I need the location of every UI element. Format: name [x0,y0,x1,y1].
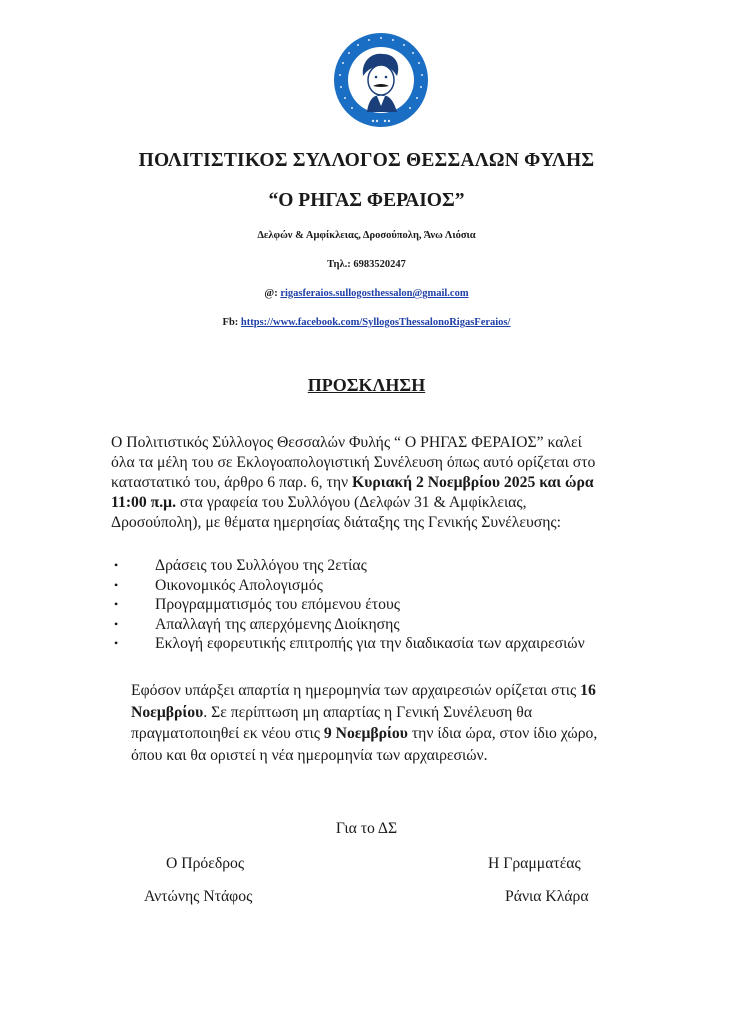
paragraph-text: . Σε περίπτωση μη απαρτίας η Γενική Συνέλευση θα [203,703,533,721]
portrait-emblem-icon [333,32,429,128]
phone-label: Τηλ.: [327,259,351,270]
organization-name: ΠΟΛΙΤΙΣΤΙΚΟΣ ΣΥΛΛΟΓΟΣ ΘΕΣΣΑΛΩΝ ΦΥΛΗΣ [138,150,595,171]
election-month: Νοεμβρίου [131,703,204,721]
email-label: @: [264,288,278,299]
paragraph-text: Εφόσον υπάρξει απαρτία η ημερομηνία των αρχαιρεσιών ορίζεται στις [131,682,581,699]
election-day: 16 [580,682,596,699]
facebook-link[interactable]: https://www.facebook.com/SyllogosThessalonoRigasFeraios/ [240,317,511,328]
paragraph-text: καταστατικό του, άρθρο 6 παρ. 6, την [111,474,353,491]
paragraph-text: την ίδια ώρα, στον ίδιο χώρο, [407,725,598,742]
meeting-time: 11:00 π.μ. [111,494,176,511]
agenda-list [111,556,585,654]
paragraph-line: όπου και θα οριστεί η νέα ημερομηνία των αρχαιρεσιών. [131,746,488,764]
repeat-meeting-date: 9 Νοεμβρίου [323,725,408,742]
paragraph-text: στα γραφεία του Συλλόγου (Δελφών 31 & Αμφίκλειας, [176,494,527,511]
secretary-role: Η Γραμματέας [488,855,581,872]
document-title: ΠΡΟΣΚΛΗΣΗ [307,375,426,395]
phone-number: 6983520247 [353,259,406,270]
paragraph-text: πραγματοποιηθεί εκ νέου στις [131,725,324,742]
paragraph-line [111,473,641,493]
agenda-item [111,576,585,596]
bullet-icon: • [114,577,119,592]
president-role: Ο Πρόεδρος [166,855,245,872]
paragraph-line [111,493,641,513]
paragraph-line: Ο Πολιτιστικός Σύλλογος Θεσσαλών Φυλής “ Ο ΡΗΓΑΣ ΦΕΡΑΙΟΣ” καλεί [111,434,582,451]
address: Δελφών & Αμφίκλειας, Δροσούπολη, Άνω Λιόσια [257,230,476,241]
bullet-icon: • [114,636,119,650]
paragraph-line: όλα τα μέλη του σε Εκλογοαπολογιστική Συνέλευση όπως αυτό ορίζεται στο [111,454,596,471]
bullet-icon: • [114,558,119,572]
paragraph-line [131,680,651,702]
agenda-item [111,595,585,615]
agenda-item [111,556,585,576]
phone-line [0,259,733,270]
facebook-label: Fb: [222,317,239,328]
bullet-icon: • [114,597,119,611]
secretary-name: Ράνια Κλάρα [505,888,589,905]
association-logo [333,32,429,128]
paragraph-line [131,702,651,724]
organization-subtitle: “Ο ΡΗΓΑΣ ΦΕΡΑΙΟΣ” [268,190,465,211]
agenda-item [111,615,585,635]
agenda-item-text: Δράσεις του Συλλόγου της 2ετίας [155,557,367,574]
meeting-date: Κυριακή 2 Νοεμβρίου 2025 και ώρα [352,474,594,491]
paragraph-line: Δροσούπολη), με θέματα ημερησίας διάταξης της Γενικής Συνέλευσης: [111,514,562,531]
agenda-item-text: Προγραμματισμός του επόμενου έτους [155,596,400,613]
bullet-icon: • [114,616,119,631]
invitation-paragraph [111,433,641,533]
email-line [0,288,733,299]
facebook-line [0,317,733,328]
agenda-item-text: Εκλογή εφορευτικής επιτροπής για την διαδικασία των αρχαιρεσιών [155,635,585,652]
agenda-item-text: Απαλλαγή της απερχόμενης Διοίκησης [155,615,400,633]
president-name: Αντώνης Ντάφος [144,888,253,905]
election-paragraph [131,680,651,766]
email-link[interactable]: rigasferaios.sullogosthessalon@gmail.com [280,288,469,299]
agenda-item [111,634,585,654]
paragraph-line [131,723,651,745]
agenda-item-text: Οικονομικός Απολογισμός [155,576,323,594]
signature-header: Για το ΔΣ [335,820,398,837]
